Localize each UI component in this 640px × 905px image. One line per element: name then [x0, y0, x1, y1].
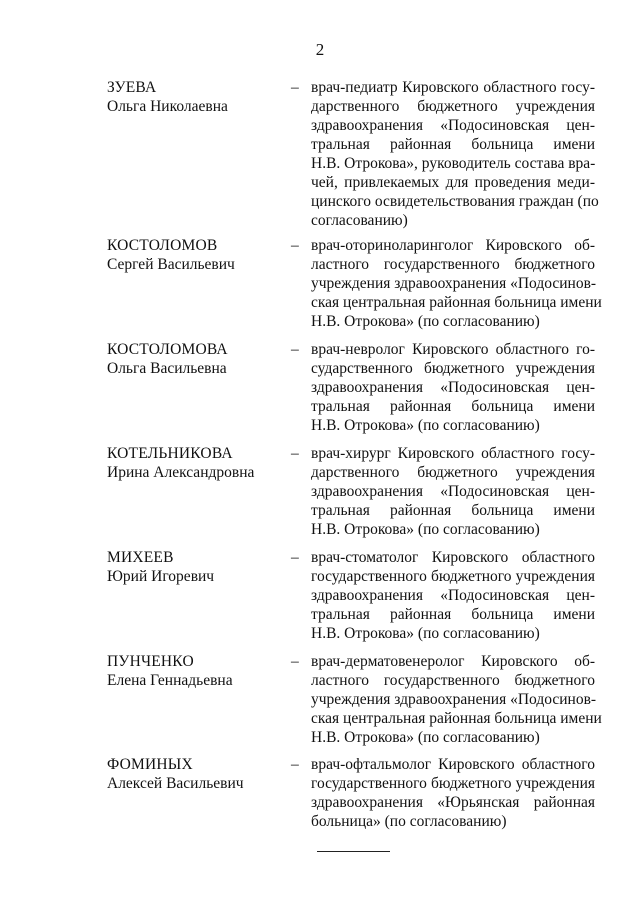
separator-dash: –	[291, 237, 299, 254]
description-line: тральная районная больница имени	[311, 502, 595, 519]
position-description	[311, 652, 602, 747]
description-line: Н.В. Отрокова» (по согласованию)	[311, 625, 540, 642]
separator-dash: –	[291, 549, 299, 566]
description-line: государственного бюджетного учреждения	[311, 775, 595, 792]
description-line: цинского освидетельствования граждан (по	[311, 193, 599, 210]
person-name	[107, 236, 282, 274]
description-line: учреждения здравоохранения «Подосинов-	[311, 691, 597, 708]
person-given-name: Ирина Александровна	[107, 464, 255, 481]
person-name	[107, 78, 282, 116]
separator-dash: –	[291, 445, 299, 462]
separator-dash: –	[291, 341, 299, 358]
person-given-name: Ольга Васильевна	[107, 360, 227, 377]
description-line: врач-стоматолог Кировского областного	[311, 549, 595, 566]
description-line: ластного государственного бюджетного	[311, 256, 595, 273]
description-line: сударственного бюджетного учреждения	[311, 360, 595, 377]
person-name	[107, 444, 282, 482]
person-name	[107, 340, 282, 378]
person-given-name: Юрий Игоревич	[107, 568, 215, 585]
person-surname: КОСТОЛОМОВ	[107, 237, 218, 254]
position-description	[311, 548, 595, 643]
description-line: дарственного бюджетного учреждения	[311, 98, 595, 115]
person-given-name: Сергей Васильевич	[107, 256, 235, 273]
description-line: дарственного бюджетного учреждения	[311, 464, 595, 481]
description-line: врач-невролог Кировского областного го-	[311, 341, 595, 358]
description-line: учреждения здравоохранения «Подосинов-	[311, 275, 597, 292]
person-given-name: Алексей Васильевич	[107, 775, 244, 792]
description-line: тральная районная больница имени	[311, 136, 595, 153]
person-surname: ЗУЕВА	[107, 79, 157, 96]
person-name	[107, 652, 282, 690]
person-given-name: Ольга Николаевна	[107, 98, 228, 115]
person-given-name: Елена Геннадьевна	[107, 672, 233, 689]
description-line: врач-дерматовенеролог Кировского об-	[311, 653, 595, 670]
separator-dash: –	[291, 79, 299, 96]
person-name	[107, 755, 282, 793]
person-surname: ФОМИНЫХ	[107, 756, 193, 773]
description-line: ская центральная районная больница имени	[311, 710, 602, 727]
description-line: ская центральная районная больница имени	[311, 294, 602, 311]
position-description	[311, 236, 602, 331]
description-line: согласованию)	[311, 212, 408, 229]
description-line: больница» (по согласованию)	[311, 813, 507, 830]
description-line: врач-хирург Кировского областного госу-	[311, 445, 595, 462]
description-line: тральная районная больница имени	[311, 398, 595, 415]
person-surname: ПУНЧЕНКО	[107, 653, 194, 670]
description-line: врач-педиатр Кировского областного госу-	[311, 79, 595, 96]
person-surname: МИХЕЕВ	[107, 549, 174, 566]
person-surname: КОСТОЛОМОВА	[107, 341, 228, 358]
description-line: Н.В. Отрокова» (по согласованию)	[311, 313, 540, 330]
description-line: врач-оториноларинголог Кировского об-	[311, 237, 595, 254]
description-line: здравоохранения «Подосиновская цен-	[311, 379, 595, 396]
description-line: здравоохранения «Подосиновская цен-	[311, 117, 595, 134]
description-line: чей, привлекаемых для проведения меди-	[311, 174, 595, 191]
position-description	[311, 755, 595, 831]
position-description	[311, 340, 595, 435]
description-line: Н.В. Отрокова», руководитель состава вра-	[311, 155, 596, 172]
description-line: здравоохранения «Подосиновская цен-	[311, 483, 595, 500]
separator-dash: –	[291, 756, 299, 773]
description-line: здравоохранения «Подосиновская цен-	[311, 587, 595, 604]
person-surname: КОТЕЛЬНИКОВА	[107, 445, 233, 462]
page-number: 2	[315, 40, 325, 59]
person-name	[107, 548, 282, 586]
description-line: Н.В. Отрокова» (по согласованию)	[311, 417, 540, 434]
closing-rule	[317, 851, 390, 852]
description-line: государственного бюджетного учреждения	[311, 568, 595, 585]
description-line: врач-офтальмолог Кировского областного	[311, 756, 595, 773]
description-line: Н.В. Отрокова» (по согласованию)	[311, 729, 540, 746]
position-description	[311, 78, 599, 230]
description-line: тральная районная больница имени	[311, 606, 595, 623]
description-line: здравоохранения «Юрьянская районная	[311, 794, 595, 811]
separator-dash: –	[291, 653, 299, 670]
description-line: ластного государственного бюджетного	[311, 672, 595, 689]
description-line: Н.В. Отрокова» (по согласованию)	[311, 521, 540, 538]
position-description	[311, 444, 595, 539]
